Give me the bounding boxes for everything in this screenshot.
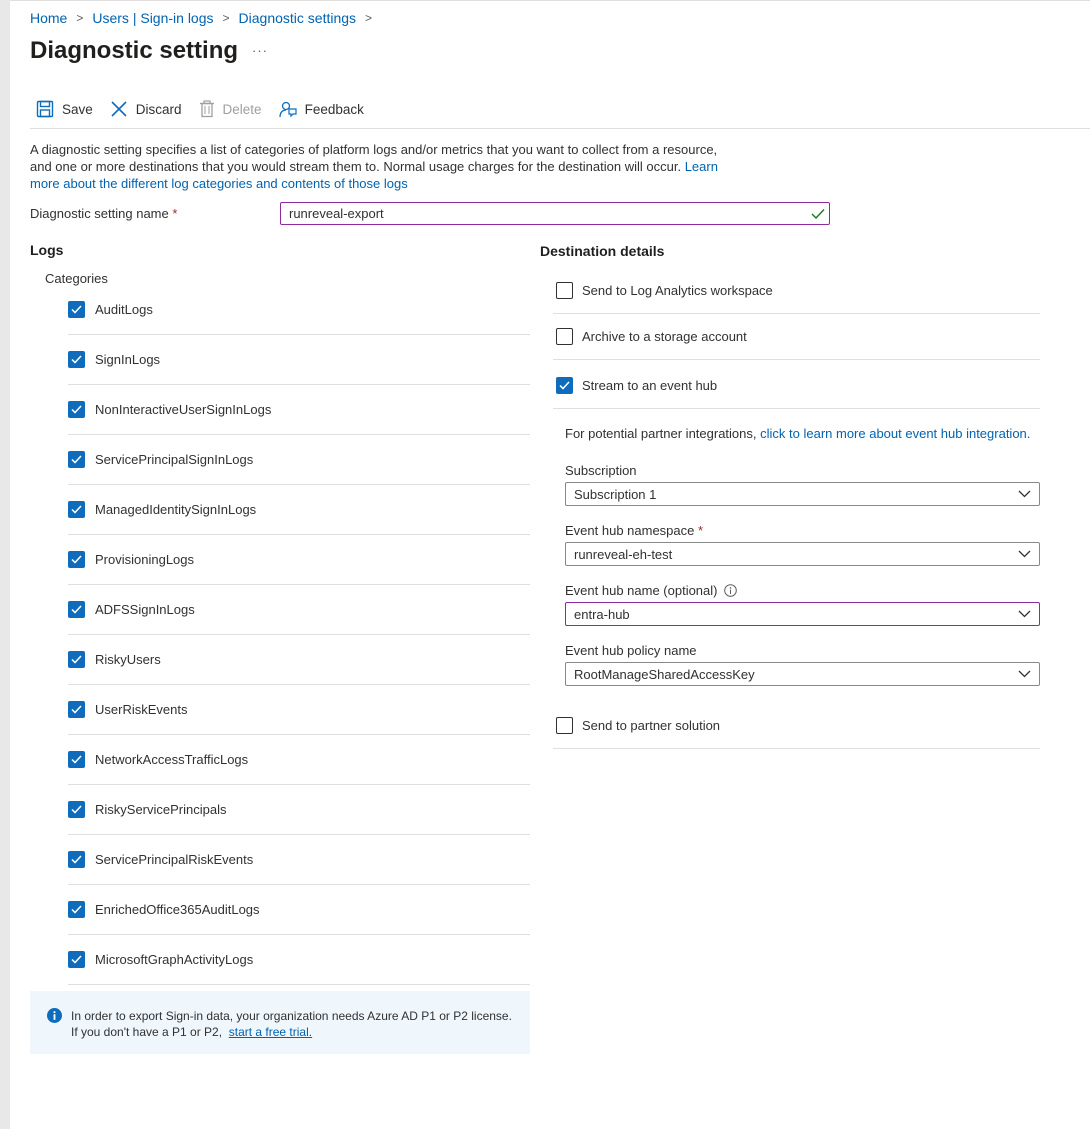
top-border <box>10 0 1090 1</box>
discard-button[interactable] <box>110 100 182 118</box>
destination-heading: Destination details <box>540 243 665 259</box>
info-icon <box>47 1008 62 1023</box>
category-label: UserRiskEvents <box>95 702 188 717</box>
category-checkbox[interactable] <box>68 901 85 918</box>
namespace-label-text: Event hub namespace <box>565 523 695 538</box>
page-title: Diagnostic setting <box>30 37 239 64</box>
save-button[interactable] <box>36 100 93 118</box>
namespace-dropdown[interactable] <box>565 542 1040 566</box>
category-label: ADFSSignInLogs <box>95 602 195 617</box>
delete-label: Delete <box>222 101 262 117</box>
category-checkbox[interactable] <box>68 951 85 968</box>
hub-name-label <box>565 583 737 598</box>
checkmark-icon <box>71 805 82 814</box>
trash-icon <box>199 100 215 118</box>
breadcrumb-sign-in-logs[interactable]: Users | Sign-in logs <box>92 10 214 26</box>
partner-solution-checkbox[interactable] <box>556 717 573 734</box>
category-row[interactable] <box>68 585 530 635</box>
license-info-banner <box>30 991 530 1054</box>
category-row[interactable] <box>68 635 530 685</box>
feedback-label: Feedback <box>304 101 364 117</box>
category-label: NetworkAccessTrafficLogs <box>95 752 249 767</box>
info-icon[interactable] <box>724 584 737 597</box>
event-hub-integration-link[interactable]: click to learn more about event hub integration. <box>760 426 1031 441</box>
category-label: RiskyUsers <box>95 652 161 667</box>
description-text: A diagnostic setting specifies a list of categories of platform logs and/or metrics that you want to collect from a resource, and one or more destinations that you would stream them to. Normal usage charges for the destination will occur. <box>30 142 718 174</box>
checkmark-icon <box>559 381 570 390</box>
partner-integration-note <box>565 426 1030 441</box>
category-row[interactable] <box>68 885 530 935</box>
namespace-value: runreveal-eh-test <box>574 546 673 562</box>
checkmark-icon <box>71 655 82 664</box>
event-hub-checkbox[interactable] <box>556 377 573 394</box>
category-label: ProvisioningLogs <box>95 552 195 567</box>
log-analytics-checkbox[interactable] <box>556 282 573 299</box>
category-label: MicrosoftGraphActivityLogs <box>95 952 254 967</box>
checkmark-icon <box>71 405 82 414</box>
checkmark-icon <box>71 455 82 464</box>
save-label: Save <box>62 101 93 117</box>
setting-name-label-text: Diagnostic setting name <box>30 206 169 221</box>
category-label: NonInteractiveUserSignInLogs <box>95 402 272 417</box>
checkmark-icon <box>71 755 82 764</box>
chevron-down-icon <box>1018 490 1031 498</box>
storage-account-label: Archive to a storage account <box>582 328 747 344</box>
subscription-value: Subscription 1 <box>574 486 657 502</box>
checkmark-icon <box>71 705 82 714</box>
namespace-label <box>565 523 703 538</box>
category-checkbox[interactable] <box>68 551 85 568</box>
category-checkbox[interactable] <box>68 651 85 668</box>
category-checkbox[interactable] <box>68 351 85 368</box>
subscription-label: Subscription <box>565 463 637 478</box>
category-checkbox[interactable] <box>68 751 85 768</box>
policy-label: Event hub policy name <box>565 643 697 658</box>
checkmark-icon <box>71 955 82 964</box>
category-checkbox[interactable] <box>68 451 85 468</box>
breadcrumb-diagnostic-settings[interactable]: Diagnostic settings <box>238 10 357 26</box>
policy-dropdown[interactable] <box>565 662 1040 686</box>
storage-account-option[interactable] <box>553 313 1040 360</box>
category-label: EnrichedOffice365AuditLogs <box>95 902 260 917</box>
category-row[interactable] <box>68 685 530 735</box>
log-analytics-label: Send to Log Analytics workspace <box>582 282 773 298</box>
chevron-down-icon <box>1018 550 1031 558</box>
category-checkbox[interactable] <box>68 851 85 868</box>
subscription-dropdown[interactable] <box>565 482 1040 506</box>
storage-account-checkbox[interactable] <box>556 328 573 345</box>
setting-name-field[interactable] <box>280 202 830 225</box>
category-label: ManagedIdentitySignInLogs <box>95 502 257 517</box>
learn-more-link[interactable]: Learn more about the different log categories and contents of those logs <box>30 159 718 191</box>
hub-name-label-text: Event hub name (optional) <box>565 583 718 598</box>
checkmark-icon <box>71 355 82 364</box>
checkmark-icon <box>71 505 82 514</box>
category-label: RiskyServicePrincipals <box>95 802 227 817</box>
category-row[interactable] <box>68 935 530 985</box>
checkmark-icon <box>71 605 82 614</box>
required-marker: * <box>698 523 704 538</box>
category-checkbox[interactable] <box>68 601 85 618</box>
category-label: SignInLogs <box>95 352 161 367</box>
close-icon <box>110 100 128 118</box>
setting-name-label <box>30 206 177 221</box>
feedback-button[interactable] <box>279 100 364 118</box>
policy-value: RootManageSharedAccessKey <box>574 666 755 682</box>
checkmark-icon <box>71 905 82 914</box>
category-row[interactable] <box>68 485 530 535</box>
partner-solution-label: Send to partner solution <box>582 717 721 733</box>
chevron-right-icon: > <box>365 11 373 25</box>
category-checkbox[interactable] <box>68 401 85 418</box>
categories-list <box>68 285 530 985</box>
category-checkbox[interactable] <box>68 501 85 518</box>
partner-solution-option[interactable] <box>553 702 1040 749</box>
left-edge <box>0 0 10 1129</box>
breadcrumb <box>30 10 381 26</box>
logs-heading: Logs <box>30 242 64 258</box>
category-row[interactable] <box>68 785 530 835</box>
hub-name-value: entra-hub <box>574 606 630 622</box>
free-trial-link[interactable]: start a free trial. <box>228 1025 313 1039</box>
event-hub-option[interactable] <box>553 362 1040 409</box>
category-row[interactable] <box>68 435 530 485</box>
feedback-icon <box>279 100 297 118</box>
delete-button[interactable] <box>199 100 262 118</box>
setting-name-input[interactable] <box>281 206 811 221</box>
category-row[interactable] <box>68 385 530 435</box>
chevron-right-icon: > <box>76 11 84 25</box>
category-label: ServicePrincipalRiskEvents <box>95 852 254 867</box>
category-row[interactable] <box>68 735 530 785</box>
license-info-message: In order to export Sign-in data, your organization needs Azure AD P1 or P2 license. If you don't have a P1 or P2, <box>71 1009 512 1039</box>
chevron-right-icon: > <box>222 11 230 25</box>
category-checkbox[interactable] <box>68 701 85 718</box>
breadcrumb-home[interactable]: Home <box>30 10 68 26</box>
chevron-down-icon <box>1018 610 1031 618</box>
category-label: AuditLogs <box>95 302 153 317</box>
category-checkbox[interactable] <box>68 801 85 818</box>
event-hub-label: Stream to an event hub <box>582 377 718 393</box>
category-row[interactable] <box>68 835 530 885</box>
category-row[interactable] <box>68 335 530 385</box>
category-row[interactable] <box>68 285 530 335</box>
save-icon <box>36 100 54 118</box>
chevron-down-icon <box>1018 670 1031 678</box>
categories-heading: Categories <box>45 271 108 286</box>
command-bar <box>36 100 381 118</box>
discard-label: Discard <box>135 101 182 117</box>
checkmark-icon <box>811 208 825 220</box>
checkmark-icon <box>71 555 82 564</box>
more-options-button[interactable]: ··· <box>252 43 268 58</box>
toolbar-divider <box>30 128 1090 129</box>
category-label: ServicePrincipalSignInLogs <box>95 452 254 467</box>
category-row[interactable] <box>68 535 530 585</box>
required-marker: * <box>172 206 178 221</box>
partner-integration-text: For potential partner integrations, <box>565 426 757 441</box>
checkmark-icon <box>71 855 82 864</box>
hub-name-dropdown[interactable] <box>565 602 1040 626</box>
description <box>30 141 730 192</box>
checkmark-icon <box>71 305 82 314</box>
category-checkbox[interactable] <box>68 301 85 318</box>
license-info-text <box>71 1008 521 1040</box>
log-analytics-option[interactable] <box>553 267 1040 314</box>
